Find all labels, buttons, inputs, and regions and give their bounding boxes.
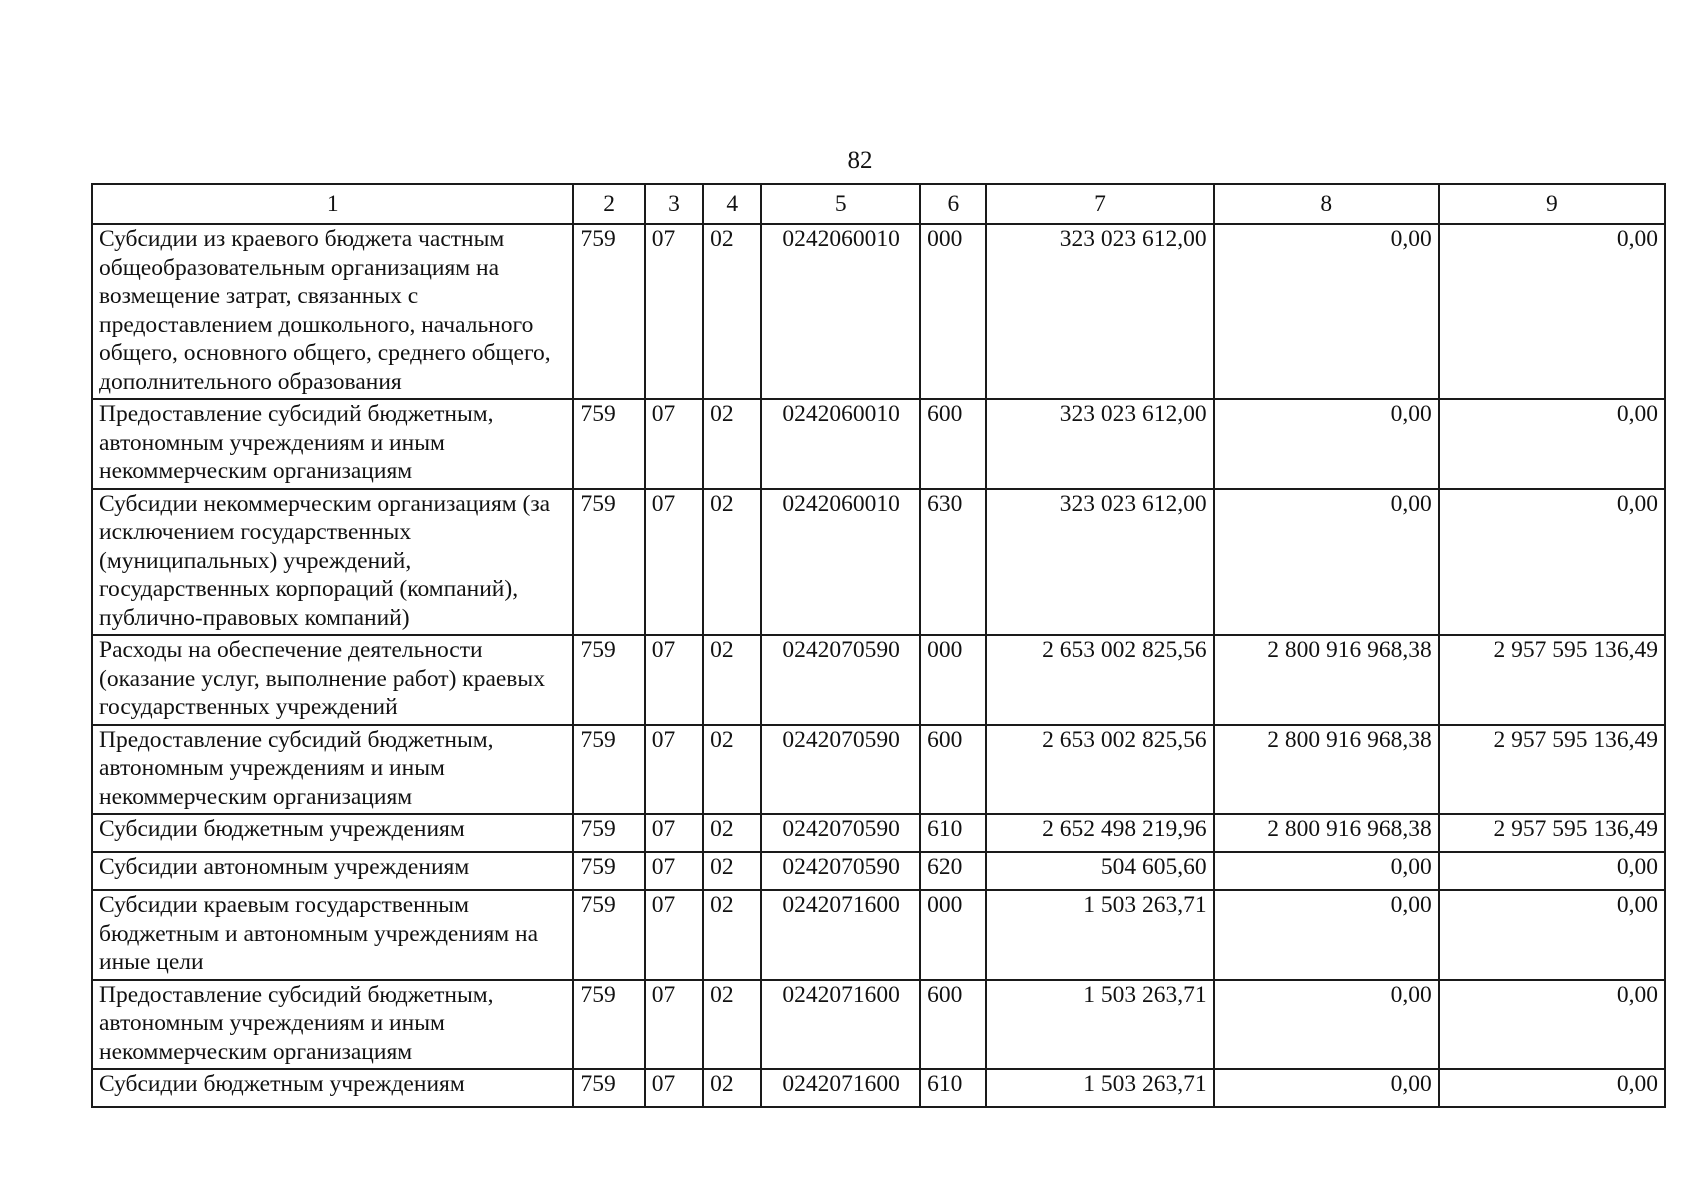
subsection-code: 02 [703, 635, 761, 725]
subsection-code: 02 [703, 399, 761, 489]
table-row [92, 635, 1665, 725]
ministry-code: 759 [573, 399, 644, 489]
amount-year-2: 2 800 916 968,38 [1214, 814, 1439, 852]
ministry-code: 759 [573, 852, 644, 890]
amount-year-3: 2 957 595 136,49 [1439, 814, 1665, 852]
amount-year-3: 0,00 [1439, 980, 1665, 1070]
table-row [92, 890, 1665, 980]
page-number: 82 [847, 147, 873, 174]
amount-year-2: 0,00 [1214, 1069, 1439, 1107]
section-code: 07 [645, 980, 703, 1070]
table-row [92, 399, 1665, 489]
expense-name: Субсидии автономным учреждениям [92, 852, 573, 890]
column-header: 8 [1214, 184, 1439, 224]
column-header: 1 [92, 184, 573, 224]
ministry-code: 759 [573, 890, 644, 980]
table-row [92, 980, 1665, 1070]
table-row [92, 725, 1665, 815]
column-header: 9 [1439, 184, 1665, 224]
amount-year-1: 1 503 263,71 [986, 890, 1213, 980]
column-header: 5 [761, 184, 920, 224]
amount-year-3: 0,00 [1439, 224, 1665, 399]
amount-year-2: 0,00 [1214, 224, 1439, 399]
target-article-code: 0242071600 [761, 890, 920, 980]
amount-year-1: 504 605,60 [986, 852, 1213, 890]
amount-year-3: 2 957 595 136,49 [1439, 635, 1665, 725]
expense-name: Предоставление субсидий бюджетным, автономным учреждениям и иным некоммерческим организациям [92, 725, 573, 815]
table-row [92, 1069, 1665, 1107]
section-code: 07 [645, 399, 703, 489]
expense-name: Расходы на обеспечение деятельности (оказание услуг, выполнение работ) краевых государственных учреждений [92, 635, 573, 725]
section-code: 07 [645, 814, 703, 852]
target-article-code: 0242070590 [761, 852, 920, 890]
amount-year-1: 2 653 002 825,56 [986, 635, 1213, 725]
expense-type-code: 000 [920, 635, 986, 725]
expense-type-code: 000 [920, 890, 986, 980]
expense-type-code: 610 [920, 1069, 986, 1107]
expense-type-code: 630 [920, 489, 986, 636]
subsection-code: 02 [703, 224, 761, 399]
expense-type-code: 620 [920, 852, 986, 890]
table-row [92, 224, 1665, 399]
table-row [92, 814, 1665, 852]
column-header: 6 [920, 184, 986, 224]
amount-year-1: 1 503 263,71 [986, 1069, 1213, 1107]
expense-name: Субсидии бюджетным учреждениям [92, 814, 573, 852]
section-code: 07 [645, 890, 703, 980]
amount-year-3: 0,00 [1439, 489, 1665, 636]
amount-year-3: 2 957 595 136,49 [1439, 725, 1665, 815]
amount-year-3: 0,00 [1439, 399, 1665, 489]
target-article-code: 0242060010 [761, 399, 920, 489]
ministry-code: 759 [573, 635, 644, 725]
ministry-code: 759 [573, 489, 644, 636]
section-code: 07 [645, 635, 703, 725]
table-row [92, 489, 1665, 636]
target-article-code: 0242071600 [761, 1069, 920, 1107]
subsection-code: 02 [703, 980, 761, 1070]
amount-year-2: 0,00 [1214, 890, 1439, 980]
table-row [92, 852, 1665, 890]
column-header: 2 [573, 184, 644, 224]
amount-year-3: 0,00 [1439, 890, 1665, 980]
ministry-code: 759 [573, 1069, 644, 1107]
amount-year-1: 323 023 612,00 [986, 489, 1213, 636]
section-code: 07 [645, 489, 703, 636]
expense-name: Субсидии из краевого бюджета частным общеобразовательным организациям на возмещение затрат, связанных с предоставлением дошкольного, начального общего, основного общего, среднего общего, дополнительного образования [92, 224, 573, 399]
amount-year-3: 0,00 [1439, 852, 1665, 890]
expense-name: Субсидии краевым государственным бюджетным и автономным учреждениям на иные цели [92, 890, 573, 980]
section-code: 07 [645, 1069, 703, 1107]
expense-type-code: 600 [920, 399, 986, 489]
expense-name: Предоставление субсидий бюджетным, автономным учреждениям и иным некоммерческим организациям [92, 980, 573, 1070]
amount-year-2: 0,00 [1214, 399, 1439, 489]
ministry-code: 759 [573, 224, 644, 399]
column-header: 4 [703, 184, 761, 224]
expense-type-code: 610 [920, 814, 986, 852]
amount-year-2: 2 800 916 968,38 [1214, 725, 1439, 815]
subsection-code: 02 [703, 725, 761, 815]
column-number-header-row [92, 184, 1665, 224]
ministry-code: 759 [573, 814, 644, 852]
budget-table [91, 183, 1666, 1108]
ministry-code: 759 [573, 980, 644, 1070]
section-code: 07 [645, 224, 703, 399]
expense-type-code: 600 [920, 725, 986, 815]
subsection-code: 02 [703, 890, 761, 980]
target-article-code: 0242060010 [761, 224, 920, 399]
subsection-code: 02 [703, 489, 761, 636]
ministry-code: 759 [573, 725, 644, 815]
column-header: 3 [645, 184, 703, 224]
amount-year-3: 0,00 [1439, 1069, 1665, 1107]
column-header: 7 [986, 184, 1213, 224]
expense-type-code: 000 [920, 224, 986, 399]
expense-name: Субсидии некоммерческим организациям (за исключением государственных (муниципальных) учреждений, государственных корпораций (компаний), публично-правовых компаний) [92, 489, 573, 636]
amount-year-1: 323 023 612,00 [986, 224, 1213, 399]
subsection-code: 02 [703, 852, 761, 890]
amount-year-2: 0,00 [1214, 980, 1439, 1070]
subsection-code: 02 [703, 814, 761, 852]
amount-year-1: 2 653 002 825,56 [986, 725, 1213, 815]
expense-name: Предоставление субсидий бюджетным, автономным учреждениям и иным некоммерческим организациям [92, 399, 573, 489]
amount-year-2: 0,00 [1214, 489, 1439, 636]
target-article-code: 0242071600 [761, 980, 920, 1070]
amount-year-1: 2 652 498 219,96 [986, 814, 1213, 852]
expense-type-code: 600 [920, 980, 986, 1070]
amount-year-2: 0,00 [1214, 852, 1439, 890]
target-article-code: 0242070590 [761, 725, 920, 815]
amount-year-1: 1 503 263,71 [986, 980, 1213, 1070]
subsection-code: 02 [703, 1069, 761, 1107]
amount-year-2: 2 800 916 968,38 [1214, 635, 1439, 725]
target-article-code: 0242070590 [761, 814, 920, 852]
target-article-code: 0242060010 [761, 489, 920, 636]
section-code: 07 [645, 852, 703, 890]
amount-year-1: 323 023 612,00 [986, 399, 1213, 489]
expense-name: Субсидии бюджетным учреждениям [92, 1069, 573, 1107]
section-code: 07 [645, 725, 703, 815]
target-article-code: 0242070590 [761, 635, 920, 725]
